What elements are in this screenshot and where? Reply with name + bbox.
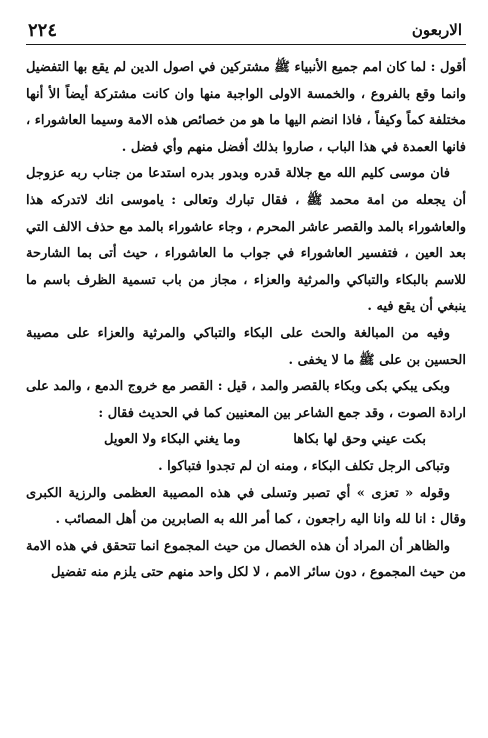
page-number: ٢٢٤ <box>28 20 58 41</box>
page-header <box>26 20 466 45</box>
poetry-verse <box>26 427 466 454</box>
document-page <box>26 20 466 720</box>
running-title: الاربعون <box>411 21 462 39</box>
body-text <box>26 55 466 587</box>
verse-left-hemistich: وما يغني البكاء ولا العويل <box>104 432 241 448</box>
paragraph: وقوله « تعزى » أي تصبر وتسلى في هذه المصيبة العظمى والرزية الكبرى وقال : انا لله وانا اليه راجعون ، كما أمر الله به الصابرين من أهل المصائب . <box>26 485 466 528</box>
paragraph: وبكى يبكي بكى وبكاء بالقصر والمد ، قيل : القصر مع خروج الدمع ، والمد على ارادة الصوت ، وقد جمع الشاعر بين المعنيين كما في الحديث فقال : <box>26 379 466 421</box>
paragraph: فان موسى كليم الله مع جلالة قدره وبدور بدره استدعا من جناب ربه عزوجل أن يجعله من امة محمد ﷺ ، فقال تبارك وتعالى : ياموسى انك لاتدركه هذا والعاشوراء بالمد والقصر عاشر المحرم ، وجاء عاشوراء بالمد مع حذف الالف التي بعد العين ، فتفسير العاشوراء في جواب ما العاشوراء ، حيث أتى بما الشارحة للاسم بالبكاء والتباكي والمرثية والعزاء ، مجاز من باب تسمية الظرف باسم ما ينبغي أن يقع فيه . <box>26 166 466 315</box>
verse-right-hemistich: بكت عيني وحق لها بكاها <box>293 432 426 448</box>
paragraph: والظاهر أن المراد أن هذه الخصال من حيث المجموع انما تتحقق في هذه الامة من حيث المجموع ، دون سائر الامم ، لا لكل واحد منهم حتى يلزم منه تفضيل <box>26 538 466 581</box>
paragraph: وفيه من المبالغة والحث على البكاء والتباكي والمرثية والعزاء على مصيبة الحسين بن على ﷺ ما لا يخفى . <box>26 325 466 368</box>
paragraph: أقول : لما كان امم جميع الأنبياء ﷺ مشتركين في اصول الدين لم يقع بها التفضيل وانما وقع بالفروع ، والخمسة الاولى الواجبة منها وان كانت مشتركة أيضاً الأ أنها مختلفة كماً وكيفاً ، فاذا انضم اليها ما هو من خصائص هذه الامة وسيما العاشوراء ، فانها العمدة في هذا الباب ، صاروا بذلك أفضل منهم وأي فضل . <box>26 60 466 155</box>
paragraph: وتباكى الرجل تكلف البكاء ، ومنه ان لم تجدوا فتباكوا . <box>158 458 450 474</box>
